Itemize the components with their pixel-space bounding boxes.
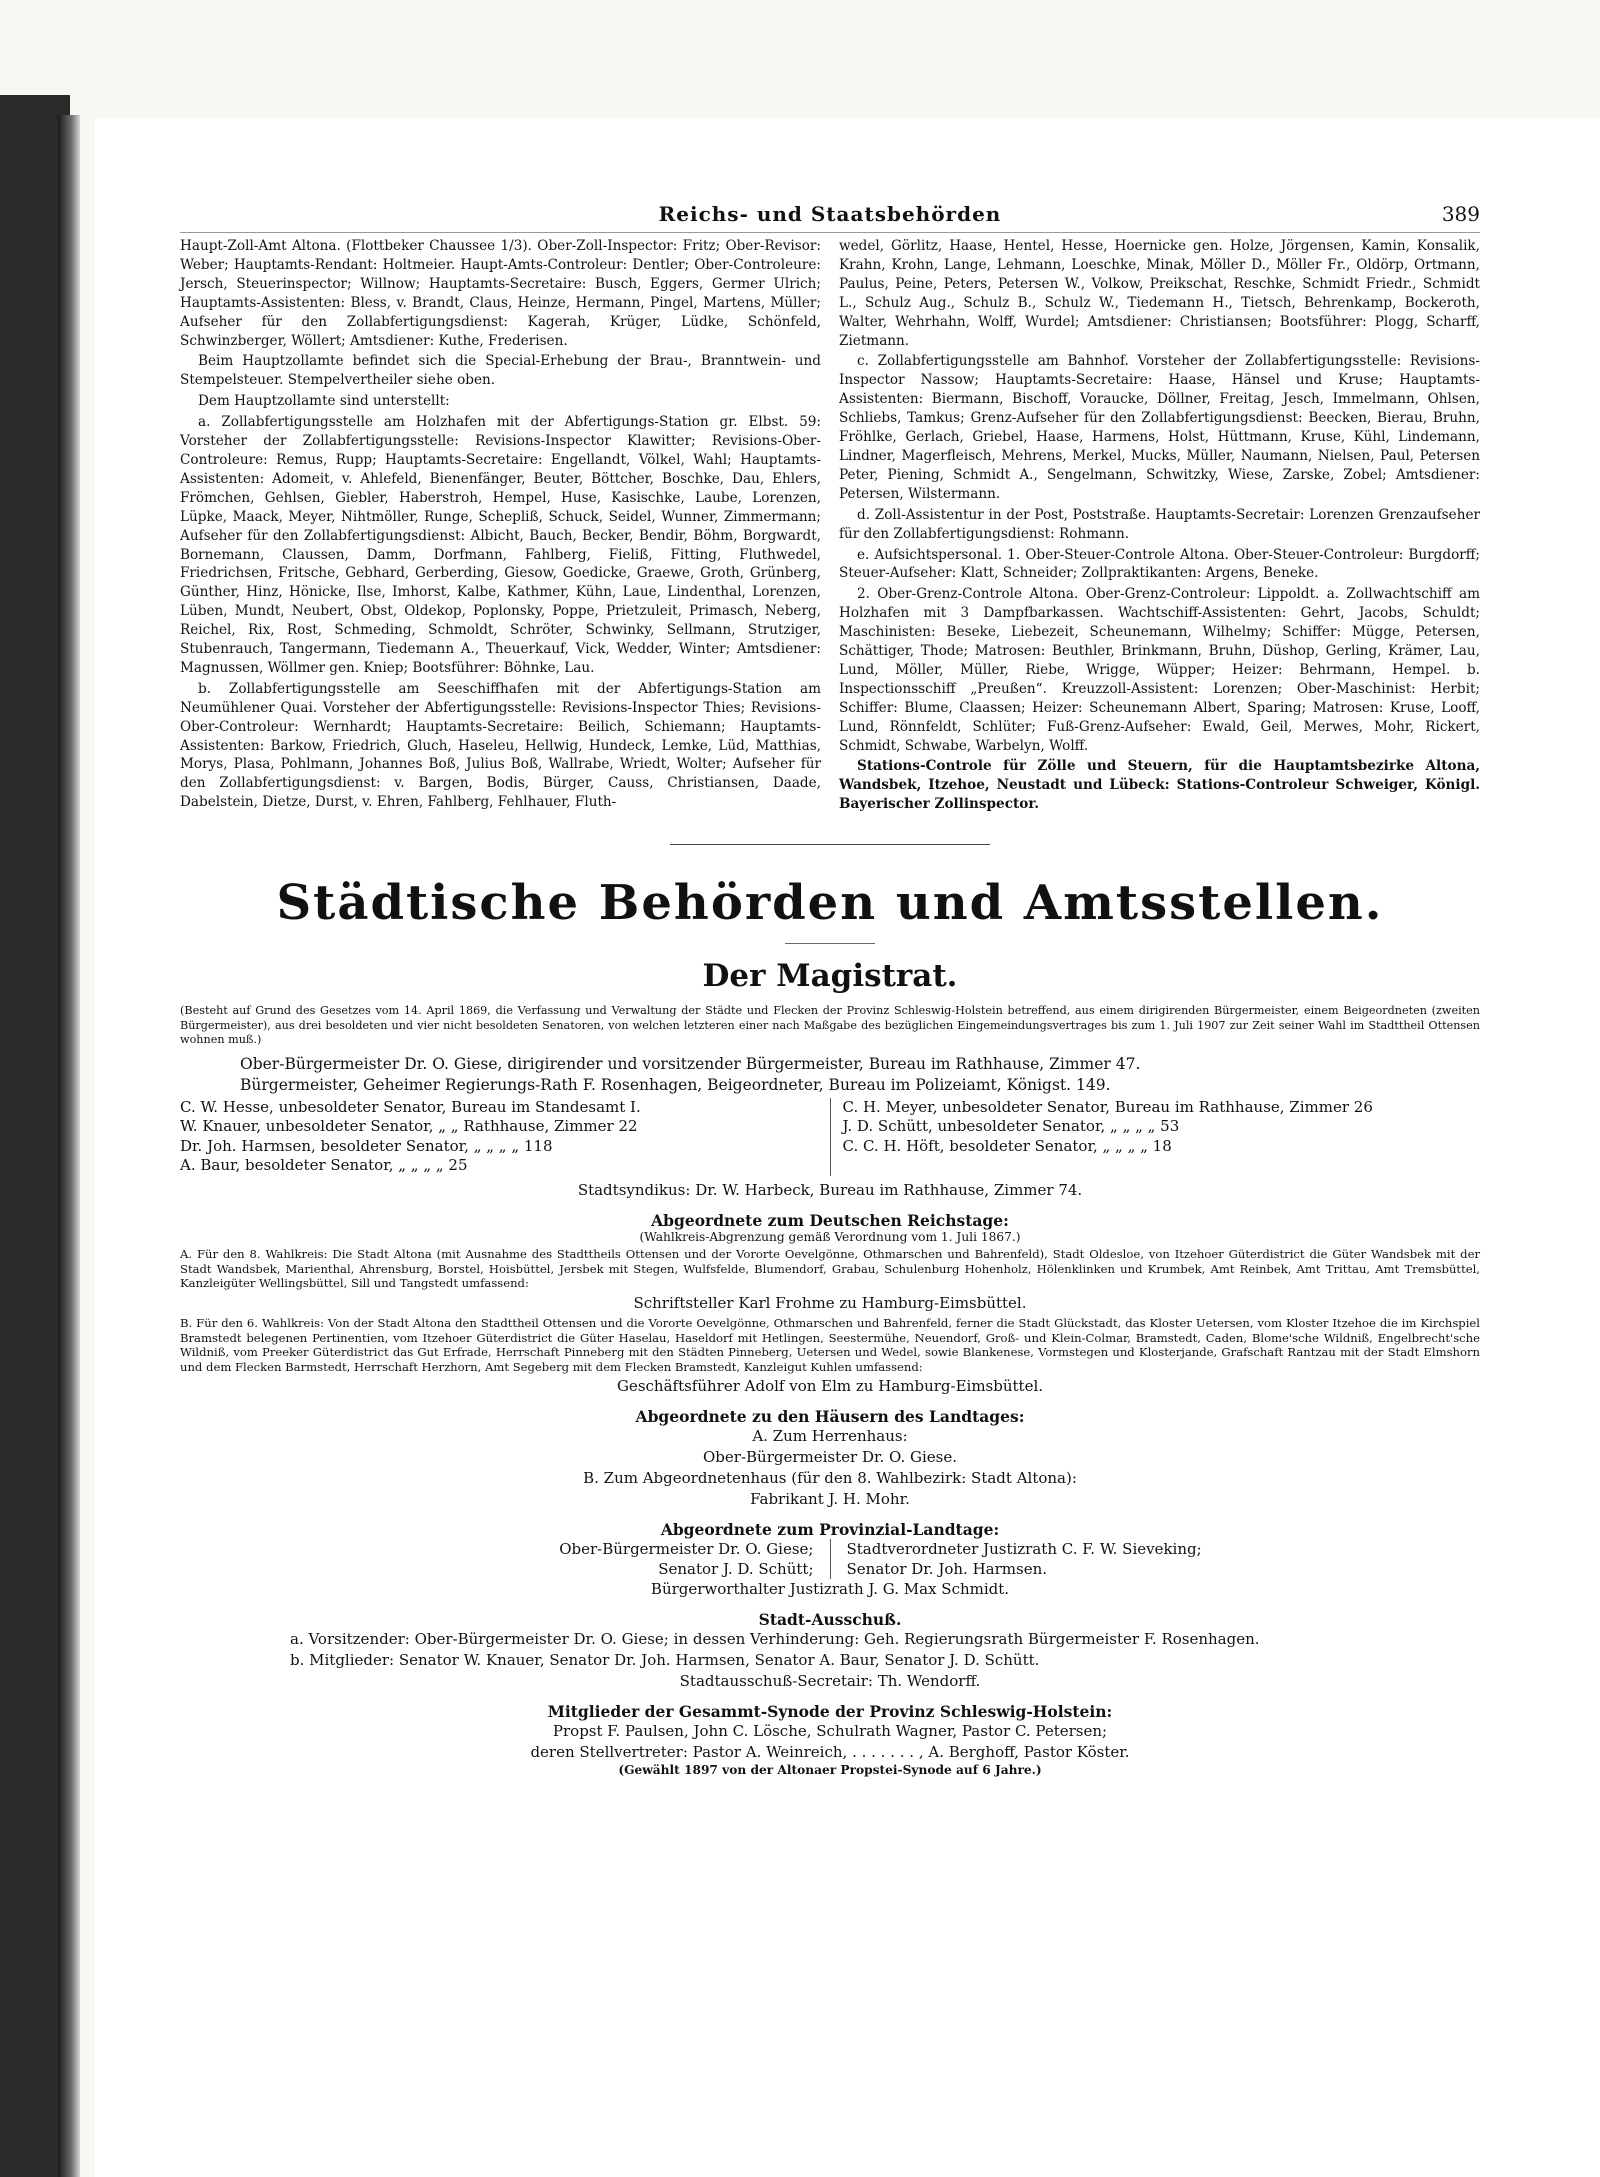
magistrat-title: Der Magistrat.: [702, 958, 958, 995]
wahlkreis-a-deputy: Schriftsteller Karl Frohme zu Hamburg-Eimsbüttel.: [633, 1293, 1027, 1312]
provinzial-right: [830, 1539, 1251, 1579]
senators-left: [180, 1098, 818, 1176]
left-column: [180, 237, 821, 816]
senators-right: [843, 1098, 1481, 1176]
left-paragraph: b. Zollabfertigungsstelle am Seeschiffhafen mit der Abfertigungs-Station am Neumühlener Quai. Vorsteher der Abfertigungsstelle: Revisions-Inspector Thies; Revisions-Ober-Controleur: Wernhardt; Hauptamts-Secretaire: Beilich, Schiemann; Hauptamts-Assistenten: Barkow, Friedrich, Gluch, Haseleu, Hellwig, Hundeck, Lemke, Lüd, Matthias, Morys, Plasa, Pohlmann, Johannes Boß, Julius Boß, Wallrabe, Wriedt, Wolter; Aufseher für den Zollabfertigungsdienst: v. Bargen, Bodis, Bürger, Causs, Christiansen, Daade, Dabelstein, Dietze, Durst, v. Ehren, Fahlberg, Fehlhauer, Fluth-: [180, 680, 821, 811]
title-rule: [785, 943, 875, 944]
ober-buergermeister-line: Ober-Bürgermeister Dr. O. Giese, dirigirender und vorsitzender Bürgermeister, Bureau im Rathhause, Zimmer 47.: [240, 1054, 1141, 1073]
synode-title: Mitglieder der Gesammt-Synode der Provinz Schleswig-Holstein:: [547, 1702, 1113, 1722]
provinzial-member: Stadtverordneter Justizrath C. F. W. Sieveking;: [846, 1540, 1202, 1559]
left-paragraph: Dem Hauptzollamte sind unterstellt:: [198, 393, 450, 410]
senator-entry: J. D. Schütt, unbesoldeter Senator, „ „ „ „ 53: [842, 1117, 1180, 1136]
right-paragraph: e. Aufsichtspersonal. 1. Ober-Steuer-Controle Altona. Ober-Steuer-Controleur: Burgdorff; Steuer-Aufseher: Klatt, Schneider; Zollpraktikanten: Argens, Beneke.: [839, 546, 1480, 582]
synode-deputies: deren Stellvertreter: Pastor A. Weinreich, . . . . . . . , A. Berghoff, Pastor Köster.: [530, 1743, 1130, 1762]
page-number: 389: [1441, 202, 1480, 226]
section-divider: [670, 844, 990, 845]
provinzial-member: Ober-Bürgermeister Dr. O. Giese;: [559, 1540, 814, 1559]
buergermeister-line: Bürgermeister, Geheimer Regierungs-Rath F. Rosenhagen, Beigeordneter, Bureau im Polizeiamt, Königst. 149.: [240, 1075, 1111, 1094]
reichstag-subtitle: (Wahlkreis-Abgrenzung gemäß Verordnung vom 1. Juli 1867.): [639, 1229, 1021, 1244]
left-paragraph: Beim Hauptzollamte befindet sich die Special-Erhebung der Brau-, Branntwein- und Stempelsteuer. Stempelvertheiler siehe oben.: [180, 353, 821, 389]
provinzial-member: Senator J. D. Schütt;: [658, 1560, 814, 1579]
book-spine-shadow: [58, 115, 80, 2177]
right-paragraph: Stations-Controle für Zölle und Steuern, für die Hauptamtsbezirke Altona, Wandsbek, Itzehoe, Neustadt und Lübeck: Stations-Controleur Schweiger, Königl. Bayerischer Zollinspector.: [839, 758, 1480, 813]
wahlkreis-b-text: B. Für den 6. Wahlkreis: Von der Stadt Altona den Stadttheil Ottensen und die Vororte Oevelgönne, Othmarschen und Bahrenfeld, ferner die Stadt Glückstadt, das Kloster Uetersen, vom Kloster Itzehoe die im Kirchspiel Bramstedt belegenen Pertinentien, vom Itzehoer Güterdistrict die Güter Haselau, Haseldorf mit Hetlingen, Seestermühe, Neuendorf, Groß- und Klein-Colmar, Bramstedt, Caden, Blome'sche Wildniß, Engelbrecht'sche Wildniß, vom Preeker Güterdistrict das Gut Erfrade, Herrschaft Pinneberg mit den Städten Pinneberg, Uetersen und Wedel, sowie Blankenese, Vormstegen und Klosterjande, Grafschaft Rantzau mit der Stadt Elmshorn und dem Flecken Barmstedt, Herrschaft Herzhorn, Amt Segeberg mit dem Flecken Bramstedt, Kanzleigut Kuhlen umfassend:: [180, 1315, 1480, 1374]
right-paragraph: c. Zollabfertigungsstelle am Bahnhof. Vorsteher der Zollabfertigungsstelle: Revisions-Inspector Nassow; Hauptamts-Secretaire: Haase, Hänsel und Kruse; Hauptamts-Assistenten: Biermann, Bischoff, Voraucke, Döllner, Freitag, Jesch, Immelmann, Ohlsen, Schliebs, Tamkus; Grenz-Aufseher für den Zollabfertigungsdienst: Beecken, Bierau, Bruhn, Fröhlke, Gerlach, Griebel, Haase, Harmens, Holst, Hüttmann, Kruse, Kühl, Lindemann, Lindner, Magerfleisch, Mehrens, Merkel, Mucks, Müller, Naumann, Nielsen, Paul, Petersen Peter, Piening, Schmidt A., Sengelmann, Schwitzky, Wiese, Zarske, Zobel; Amtsdiener: Petersen, Wilstermann.: [839, 353, 1480, 502]
herrenhaus-label: A. Zum Herrenhaus:: [752, 1427, 908, 1446]
provinzial-members: [410, 1539, 1250, 1579]
abgeordnetenhaus-label: B. Zum Abgeordnetenhaus (für den 8. Wahlbezirk: Stadt Altona):: [583, 1469, 1077, 1488]
senator-entry: C. C. H. Höft, besoldeter Senator, „ „ „ „ 18: [842, 1136, 1172, 1155]
page-content: [180, 198, 1480, 1779]
column-divider: [830, 1098, 831, 1176]
stadtsyndikus-line: Stadtsyndikus: Dr. W. Harbeck, Bureau im Rathhause, Zimmer 74.: [577, 1180, 1083, 1199]
left-paragraph: Haupt-Zoll-Amt Altona. (Flottbeker Chaussee 1/3). Ober-Zoll-Inspector: Fritz; Ober-Revisor: Weber; Hauptamts-Rendant: Holtmeier. Haupt-Amts-Controleur: Dentler; Ober-Controleure: Jersch, Steuerinspector; Willnow; Hauptamts-Secretaire: Busch, Eggers, Germer Ulrich; Hauptamts-Assistenten: Bless, v. Brandt, Claus, Heinze, Hermann, Pingel, Martens, Müller; Aufseher für den Zollabfertigungsdienst: Kagerah, Krüger, Lüdke, Schönfeld, Schwinzberger, Wöllert; Amtsdiener: Kuthe, Frederisen.: [180, 238, 821, 349]
synode-members: Propst F. Paulsen, John C. Lösche, Schulrath Wagner, Pastor C. Petersen;: [552, 1722, 1108, 1741]
senator-entry: A. Baur, besoldeter Senator, „ „ „ „ 25: [180, 1156, 468, 1175]
reichstag-title: Abgeordnete zum Deutschen Reichstage:: [651, 1210, 1009, 1230]
provinzial-title: Abgeordnete zum Provinzial-Landtage:: [660, 1520, 1000, 1540]
senators-table: [180, 1098, 1480, 1176]
right-paragraph: 2. Ober-Grenz-Controle Altona. Ober-Grenz-Controleur: Lippoldt. a. Zollwachtschiff am Holzhafen mit 3 Dampfbarkassen. Wachtschiff-Assistenten: Gehrt, Jacobs, Schuldt; Maschinisten: Beseke, Liebezeit, Scheunemann, Wilhelmy; Schiffer: Mügge, Petersen, Schättiger, Thode; Matrosen: Beuthler, Brinkmann, Bruhn, Düshop, Gerling, Krämer, Lau, Lund, Möller, Müller, Riebe, Wrigge, Wüpper; Heizer: Behrmann, Hempel. b. Inspectionsschiff „Preußen“. Kreuzzoll-Assistent: Lorenzen; Ober-Maschinist: Herbit; Schiffer: Blume, Claassen; Heizer: Scheunemann Albert, Sparing; Matrosen: Kruse, Looff, Lund, Rönnfeldt, Schlüter; Fuß-Grenz-Aufseher: Ewald, Geil, Merwes, Mohr, Rickert, Schmidt, Schwabe, Warbelyn, Wolff.: [839, 586, 1480, 754]
provinzial-member: Senator Dr. Joh. Harmsen.: [846, 1560, 1048, 1579]
senator-entry: Dr. Joh. Harmsen, besoldeter Senator, „ „ „ „ 118: [180, 1136, 553, 1155]
landtag-title: Abgeordnete zu den Häusern des Landtages:: [635, 1407, 1025, 1427]
book-page: [95, 118, 1600, 2177]
ausschuss-secretary: Stadtausschuß-Secretair: Th. Wendorff.: [679, 1672, 981, 1691]
ausschuss-chair: a. Vorsitzender: Ober-Bürgermeister Dr. O. Giese; in dessen Verhinderung: Geh. Regierungsrath Bürgermeister F. Rosenhagen.: [290, 1630, 1260, 1649]
right-column: [839, 237, 1480, 816]
provinzial-left: [410, 1539, 830, 1579]
senator-entry: C. H. Meyer, unbesoldeter Senator, Bureau im Rathhause, Zimmer 26: [842, 1097, 1373, 1116]
ausschuss-title: Stadt-Ausschuß.: [758, 1610, 902, 1630]
main-title: Städtische Behörden und Amtsstellen.: [276, 875, 1384, 932]
abgeordnetenhaus-member: Fabrikant J. H. Mohr.: [750, 1490, 910, 1509]
header-title: Reichs- und Staatsbehörden: [658, 202, 1002, 226]
wahlkreis-b-deputy: Geschäftsführer Adolf von Elm zu Hamburg-Eimsbüttel.: [616, 1377, 1044, 1396]
running-header: [180, 198, 1480, 233]
wahlkreis-a-text: A. Für den 8. Wahlkreis: Die Stadt Altona (mit Ausnahme des Stadttheils Ottensen und der Vororte Oevelgönne, Othmarschen und Bahrenfeld), Stadt Oldesloe, von Itzehoer Güterdistrict die Güter Wandsbek mit der Stadt Wandsbek, Marienthal, Ahrensburg, Borstel, Hoisbüttel, Jersbek mit Stegen, Wulfsfelde, Blumendorf, Grabau, Schulenburg Hohenholz, Hölenklinken und Krumbek, Amt Reinbek, Amt Trittau, Amt Tremsbüttel, Kanzleigüter Wellingsbüttel, Sill und Tangstedt umfassend:: [180, 1247, 1480, 1291]
provinzial-member-last: Bürgerworthalter Justizrath J. G. Max Schmidt.: [650, 1580, 1010, 1599]
magistrat-note: (Besteht auf Grund des Gesetzes vom 14. April 1869, die Verfassung und Verwaltung der Städte und Flecken der Provinz Schleswig-Holstein betreffend, aus einem dirigirenden Bürgermeister, einem Beigeordneten (zweiten Bürgermeister), aus drei besoldeten und vier nicht besoldeten Senatoren, von welchen letzteren einer nach Maßgabe des bezüglichen Eingemeindungsvertrages bis zum 1. Juli 1907 zur Zeit seiner Wahl im Stadttheil Ottensen wohnen muß.): [180, 1004, 1480, 1047]
senator-entry: W. Knauer, unbesoldeter Senator, „ „ Rathhause, Zimmer 22: [180, 1117, 638, 1136]
synode-note: (Gewählt 1897 von der Altonaer Propstei-Synode auf 6 Jahre.): [618, 1763, 1042, 1778]
senator-entry: C. W. Hesse, unbesoldeter Senator, Bureau im Standesamt I.: [180, 1097, 641, 1116]
right-paragraph: d. Zoll-Assistentur in der Post, Poststraße. Hauptamts-Secretair: Lorenzen Grenzaufseher für den Zollabfertigungsdienst: Rohmann.: [839, 506, 1480, 542]
left-paragraph: a. Zollabfertigungsstelle am Holzhafen mit der Abfertigungs-Station gr. Elbst. 59: Vorsteher der Zollabfertigungsstelle: Revisions-Inspector Klawitter; Revisions-Ober-Controleure: Remus, Rupp; Hauptamts-Secretaire: Engellandt, Völkel, Wahl; Hauptamts-Assistenten: Adomeit, v. Ahlefeld, Bienenfänger, Beuter, Böttcher, Boschke, Dau, Ehlers, Frömchen, Gehlsen, Giebler, Haberstroh, Hempel, Huse, Kasischke, Laube, Lorenzen, Lüpke, Maack, Meyer, Nihtmöller, Runge, Schepliß, Schuck, Seidel, Wunner, Zimmermann; Aufseher für den Zollabfertigungsdienst: Albicht, Bauch, Becker, Bendir, Böhm, Borgwardt, Bornemann, Claussen, Damm, Dorfmann, Fahlberg, Fieliß, Fitting, Fluthwedel, Friedrichsen, Fritsche, Gebhard, Gerberding, Giesow, Goedicke, Graewe, Groth, Grünberg, Günther, Hinz, Hönicke, Ilse, Imhorst, Kalbe, Kathmer, Kühn, Laue, Lindenthal, Lorenzen, Lüben, Mundt, Neubert, Obst, Oldekop, Poplonsky, Poppe, Prietzuleit, Primasch, Neberg, Reichel, Rix, Rost, Schmeding, Schmoldt, Schröter, Schwinky, Sellmann, Strutziger, Stubenrauch, Tangermann, Tiedemann A., Theuerkauf, Vick, Wedder, Winter; Amtsdiener: Magnussen, Wöllmer gen. Kniep; Bootsführer: Böhnke, Lau.: [180, 414, 821, 676]
ausschuss-members: b. Mitglieder: Senator W. Knauer, Senator Dr. Joh. Harmsen, Senator A. Baur, Senator J. D. Schütt.: [290, 1651, 1040, 1670]
herrenhaus-member: Ober-Bürgermeister Dr. O. Giese.: [703, 1448, 957, 1467]
two-column-section: [180, 237, 1480, 816]
right-paragraph: wedel, Görlitz, Haase, Hentel, Hesse, Hoernicke gen. Holze, Jörgensen, Kamin, Konsalik, Krahn, Krohn, Lange, Lehmann, Loeschke, Minak, Möller D., Möller Fr., Oldörp, Ortmann, Paulus, Peine, Peters, Petersen W., Volkow, Preikschat, Reschke, Schmidt Friedr., Schmidt L., Schulz Aug., Schulz B., Schulz W., Tiedemann H., Tietsch, Behrenkamp, Bockeroth, Walter, Wehrhahn, Wolff, Wurdel; Amtsdiener: Christiansen; Bootsführer: Plogg, Scharff, Zietmann.: [839, 238, 1480, 349]
